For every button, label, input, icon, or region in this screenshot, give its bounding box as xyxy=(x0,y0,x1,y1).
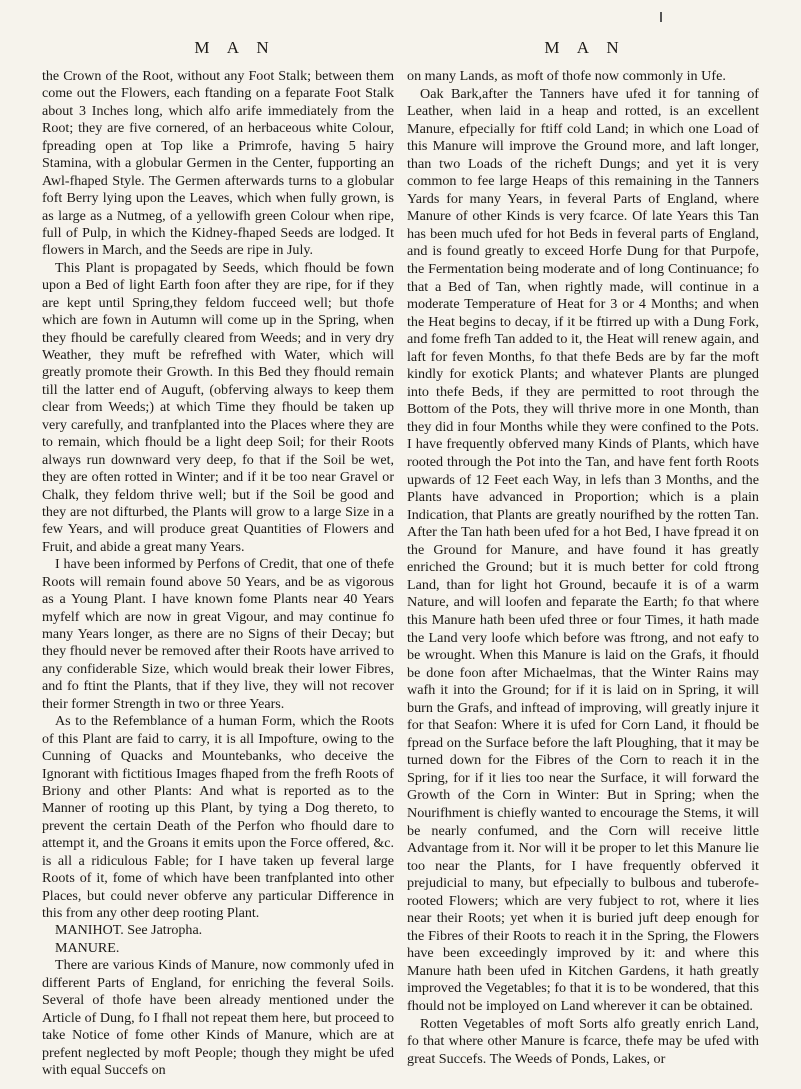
paragraph-longevity: I have been informed by Perfons of Credit, that one of thefe Roots will remain found above 50 Years, and be as vigorous as a Young Plant. I have known fome Plants near 40 Years myfelf which are now in great Vigour, and may continue fo many Years longer, as there are no Signs of their Decay; but they fhould never be removed after their Roots have arrived to any confiderable Size, which would break their lower Fibres, and fo ftint the Plants, that if they live, they will not recover their former Strength in two or three Years. xyxy=(42,556,394,712)
entry-manure-heading: MANURE. xyxy=(55,939,120,956)
left-column xyxy=(42,68,394,1079)
paragraph-rotten-vegetables: Rotten Vegetables of moft Sorts alfo greatly enrich Land, fo that where other Manure is fcarce, thefe may be ufed with great Succefs. The Weeds of Ponds, Lakes, or xyxy=(407,1015,759,1067)
paragraph-mandrake-flower: the Crown of the Root, without any Foot Stalk; between them come out the Flowers, each ftanding on a feparate Foot Stalk about 3 Inches long, which alfo arife immediately from the Root; they are five cornered, of an herbaceous white Colour, fpreading open at Top like a Primrofe, having 5 hairy Stamina, with a globular Germen in the Center, fupporting an Awl-fhaped Style. The Germen afterwards turns to a globular foft Berry lying upon the Leaves, which when fully grown, is as large as a Nutmeg, of a yellowifh green Colour when ripe, full of Pulp, in which the Kidney-fhaped Seeds are lodged. It flowers in March, and the Seeds are ripe in July. xyxy=(42,68,394,259)
running-head-left: M A N xyxy=(194,38,276,57)
entry-manihot: MANIHOT. See Jatropha. xyxy=(55,922,203,939)
right-column xyxy=(407,68,759,1068)
paragraph-continuation: on many Lands, as moft of thofe now commonly in Ufe. xyxy=(407,68,726,84)
paragraph-manure-intro: There are various Kinds of Manure, now commonly ufed in different Parts of England, for enriching the feveral Soils. Several of thofe have been already mentioned under the Article of Dung, fo I fhall not repeat them here, but proceed to take Notice of fome other Kinds of Manure, which are at prefent neglected by moft People; though they might be ufed with equal Succefs on xyxy=(42,957,394,1078)
paragraph-oak-bark: Oak Bark,after the Tanners have ufed it for tanning of Leather, when laid in a heap and rotted, is an excellent Manure, efpecially for ftiff cold Land; in which one Load of this Manure will improve the Ground more, and laft longer, than two Loads of the richeft Dungs; and yet it is very common to fee large Heaps of this remaining in the Tanners Yards for many Years, in feveral Parts of England, where Manure of other Kinds is very fcarce. Of late Years this Tan has been much ufed for hot Beds in feveral parts of England, and is found greatly to exceed Horfe Dung for that Purpofe, the Fermentation being moderate and of long Continuance; fo that a Bed of Tan, when rightly made, will continue in a moderate Temperature of Heat for 3 or 4 Months; and when the Heat begins to decay, if it be ftirred up with a Dung Fork, and fome frefh Tan added to it, the Heat will renew again, and laft for feven Months, fo that thefe Beds are by far the moft kindly for exotick Plants; and whatever Plants are plunged into thefe Beds, if they are permitted to root through the Bottom of the Pots, they will thrive more in one Month, than they did in four Months while they were confined to the Pots. I have frequently obferved many Kinds of Plants, which have rooted through the Pot into the Tan, and have fent forth Roots upwards of 12 Feet each Way, in lefs than 3 Months, and the Plants have advanced in Proportion; which is a plain Indication, that Plants are greatly nourifhed by the rotten Tan. After the Tan hath been ufed for a hot Bed, I have fpread it on the Ground for Manure, and have found it has greatly enriched the Ground; but it is much better for cold ftrong Land, than for light hot Ground, becaufe it is of a warm Nature, and will loofen and feparate the Earth; fo that where this Manure hath been ufed three or four Times, it hath made the Land very loofe which before was ftrong, and not eafy to be wrought. When this Manure is laid on the Grafs, it fhould be done foon after Michaelmas, that the Winter Rains may wafh it into the Ground; for if it is laid on in Spring, it will burn the Grafs, and inftead of improving, will greatly injure it for that Seafon: Where it is ufed for Corn Land, it fhould be fpread on the Surface before the laft Ploughing, that it may be turned down for the Fibres of the Corn to reach it in the Spring, for if it lies too near the Surface, it will forward the Growth of the Corn in Winter: But in Spring; when the Nourifhment is chiefly wanted to encourage the Stems, it will be nearly confumed, and the Corn will receive little Advantage from it. Nor will it be proper to let this Manure lie too near the Plants, for I have frequently obferved it prejudicial to many, but efpecially to bulbous and tuberofe-rooted Flowers; which are very fubject to rot, where it lies near their Roots; yet when it is buried juft deep enough for the Fibres of their Roots to reach it in the Spring, the Flowers have been exceedingly improved by it: and where this Manure hath been ufed in Kitchen Gardens, it hath greatly improved the Vegetables; fo that it is to be wondered, that this fhould not be imployed on Land wherever it can be obtained. xyxy=(407,85,759,1014)
running-head-right: M A N xyxy=(544,38,626,57)
paragraph-human-form: As to the Refemblance of a human Form, which the Roots of this Plant are faid to carry, it is all Impofture, owing to the Cunning of Quacks and Mountebanks, who deceive the Ignorant with fictitious Images fhaped from the frefh Roots of Briony and other Plants: And what is reported as to the Manner of rooting up this Plant, by tying a Dog thereto, to prevent the certain Death of the Perfon who fhould dare to attempt it, and the Groans it emits upon the Force offered, &c. is all a ridiculous Fable; for I have taken up feveral large Roots of it, fome of which have been tranfplanted into other Places, but could never obferve any particular Difference in this from any other deep rooting Plant. xyxy=(42,713,394,921)
print-mark xyxy=(660,12,662,22)
paragraph-propagation: This Plant is propagated by Seeds, which fhould be fown upon a Bed of light Earth foon after they are ripe, for if they are kept until Spring,they feldom fucceed well; but thofe which are fown in Autumn will come up in the Spring, when they fhould be carefully cleared from Weeds; and in very dry Weather, they muft be refrefhed with Water, which will greatly promote their Growth. In this Bed they fhould remain till the latter end of Auguft, (obferving always to keep them clear from Weeds;) at which Time they fhould be taken up very carefully, and tranfplanted into the Places where they are to remain, which fhould be a light deep Soil; for their Roots always run downward very deep, fo that if the Soil be wet, they are often rotted in Winter; and if it be too near Gravel or Chalk, they feldom thrive well; but if the Soil be good and they are not difturbed, the Plants will grow to a large Size in a few Years, and will produce great Quantities of Flowers and Fruit, and abide a great many Years. xyxy=(42,259,394,555)
